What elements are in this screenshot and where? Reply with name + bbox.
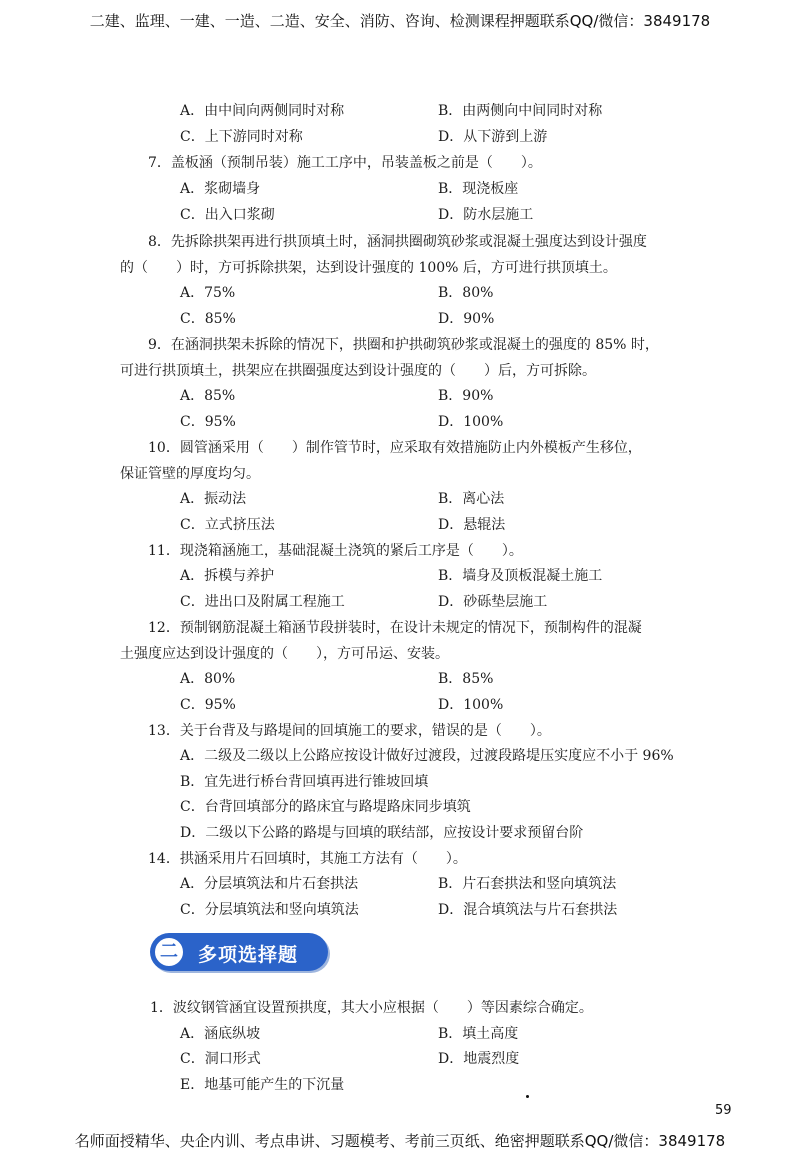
q6-option-c: C．上下游同时对称 bbox=[180, 129, 303, 145]
q13-option-a: A．二级及二级以上公路应按设计做好过渡段，过渡段路堤压实度应不小于 96% bbox=[180, 748, 674, 764]
q14-option-a: A．分层填筑法和片石套拱法 bbox=[180, 876, 359, 892]
q14-stem: 14．拱涵采用片石回填时，其施工方法有（ ）。 bbox=[148, 851, 467, 867]
page-header: 二建、监理、一建、一造、二造、安全、消防、咨询、检测课程押题联系QQ/微信：3849178 bbox=[89, 12, 711, 30]
section-header bbox=[150, 933, 330, 973]
q12-option-b: B．85% bbox=[438, 671, 494, 687]
q11-option-b: B．墙身及顶板混凝土施工 bbox=[438, 568, 603, 584]
q8-option-b: B．80% bbox=[438, 285, 494, 301]
q12-stem-line2: 土强度应达到设计强度的（ ），方可吊运、安装。 bbox=[120, 646, 449, 662]
q7-option-c: C．出入口浆砌 bbox=[180, 207, 275, 223]
q9-option-b: B．90% bbox=[438, 388, 494, 404]
section-number-badge: 二 bbox=[153, 936, 185, 968]
q9-option-c: C．95% bbox=[180, 414, 236, 430]
q13-stem: 13．关于台背及与路堤间的回填施工的要求，错误的是（ ）。 bbox=[148, 723, 551, 739]
q7-option-b: B．现浇板座 bbox=[438, 181, 519, 197]
m1-option-d: D．地震烈度 bbox=[438, 1051, 520, 1067]
q11-option-d: D．砂砾垫层施工 bbox=[438, 594, 548, 610]
q8-stem-line2: 的（ ）时，方可拆除拱架，达到设计强度的 100% 后，方可进行拱顶填土。 bbox=[120, 260, 617, 276]
q6-option-d: D．从下游到上游 bbox=[438, 129, 548, 145]
q9-option-a: A．85% bbox=[180, 388, 236, 404]
q6-option-a: A．由中间向两侧同时对称 bbox=[180, 103, 345, 119]
m1-option-e: E．地基可能产生的下沉量 bbox=[180, 1077, 345, 1093]
q14-option-c: C．分层填筑法和竖向填筑法 bbox=[180, 902, 359, 918]
q8-option-a: A．75% bbox=[180, 285, 236, 301]
page-number: 59 bbox=[715, 1103, 732, 1118]
m1-stem: 1．波纹钢管涵宜设置预拱度，其大小应根据（ ）等因素综合确定。 bbox=[150, 1000, 593, 1016]
q9-stem-line1: 9．在涵洞拱架未拆除的情况下，拱圈和护拱砌筑砂浆或混凝土的强度的 85% 时， bbox=[148, 337, 659, 353]
q7-option-a: A．浆砌墙身 bbox=[180, 181, 261, 197]
stray-dot bbox=[526, 1095, 529, 1098]
q9-option-d: D．100% bbox=[438, 414, 504, 430]
q11-option-a: A．拆模与养护 bbox=[180, 568, 275, 584]
q6-option-b: B．由两侧向中间同时对称 bbox=[438, 103, 603, 119]
q13-option-d: D．二级以下公路的路堤与回填的联结部，应按设计要求预留台阶 bbox=[180, 825, 584, 841]
q12-stem-line1: 12．预制钢筋混凝土箱涵节段拼装时，在设计未规定的情况下，预制构件的混凝 bbox=[148, 620, 642, 636]
q11-option-c: C．进出口及附属工程施工 bbox=[180, 594, 345, 610]
q10-stem-line1: 10．圆管涵采用（ ）制作管节时，应采取有效措施防止内外模板产生移位， bbox=[148, 440, 642, 456]
q8-option-c: C．85% bbox=[180, 311, 236, 327]
q13-option-b: B．宜先进行桥台背回填再进行锥坡回填 bbox=[180, 774, 429, 790]
q12-option-d: D．100% bbox=[438, 697, 504, 713]
q13-option-c: C．台背回填部分的路床宜与路堤路床同步填筑 bbox=[180, 799, 471, 815]
m1-option-c: C．洞口形式 bbox=[180, 1051, 261, 1067]
q12-option-c: C．95% bbox=[180, 697, 236, 713]
q8-option-d: D．90% bbox=[438, 311, 495, 327]
q14-option-d: D．混合填筑法与片石套拱法 bbox=[438, 902, 618, 918]
q14-option-b: B．片石套拱法和竖向填筑法 bbox=[438, 876, 617, 892]
q12-option-a: A．80% bbox=[180, 671, 236, 687]
q7-option-d: D．防水层施工 bbox=[438, 207, 534, 223]
q10-stem-line2: 保证管壁的厚度均匀。 bbox=[120, 466, 260, 482]
q7-stem: 7．盖板涵（预制吊装）施工工序中，吊装盖板之前是（ ）。 bbox=[148, 155, 542, 171]
q10-option-b: B．离心法 bbox=[438, 491, 505, 507]
q8-stem-line1: 8．先拆除拱架再进行拱顶填土时，涵洞拱圈砌筑砂浆或混凝土强度达到设计强度 bbox=[148, 234, 647, 250]
q9-stem-line2: 可进行拱顶填土，拱架应在拱圈强度达到设计强度的（ ）后，方可拆除。 bbox=[120, 363, 596, 379]
q10-option-a: A．振动法 bbox=[180, 491, 247, 507]
section-title: 多项选择题 bbox=[198, 944, 299, 966]
q11-stem: 11．现浇箱涵施工，基础混凝土浇筑的紧后工序是（ ）。 bbox=[148, 543, 523, 559]
page-footer: 名师面授精华、央企内训、考点串讲、习题模考、考前三页纸、绝密押题联系QQ/微信：3849178 bbox=[74, 1132, 726, 1150]
q10-option-c: C．立式挤压法 bbox=[180, 517, 275, 533]
q10-option-d: D．悬辊法 bbox=[438, 517, 506, 533]
m1-option-b: B．填土高度 bbox=[438, 1026, 519, 1042]
m1-option-a: A．涵底纵坡 bbox=[180, 1026, 261, 1042]
